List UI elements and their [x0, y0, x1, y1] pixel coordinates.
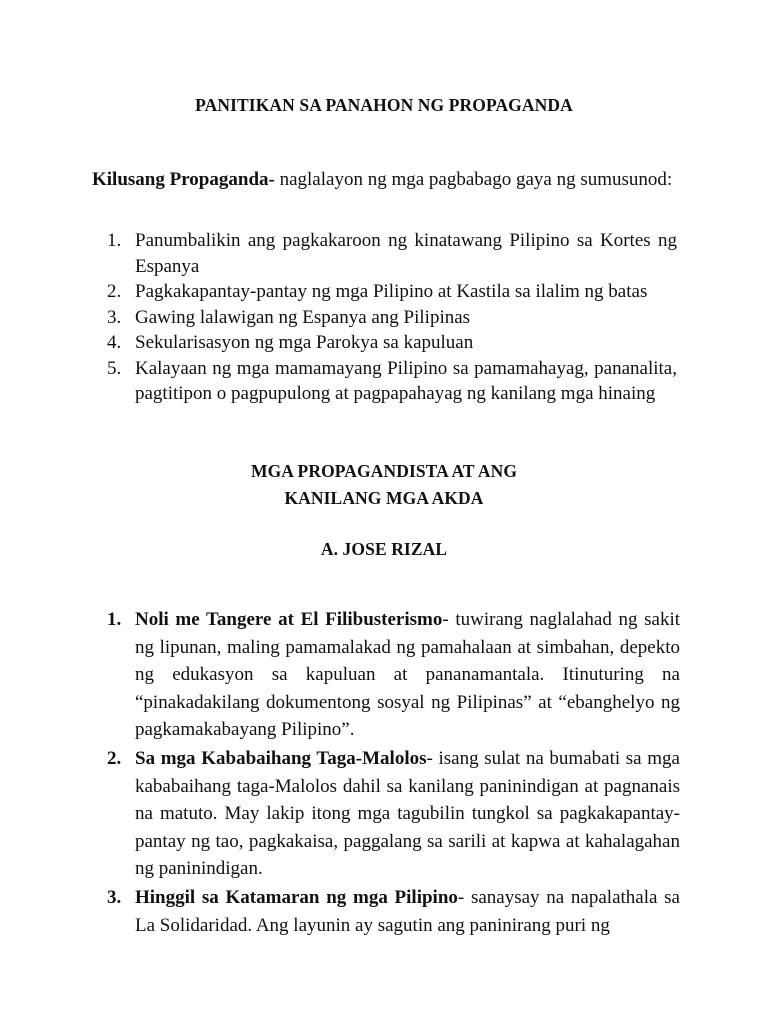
works-list	[92, 606, 680, 941]
work-number: 2.	[107, 748, 122, 769]
document-title: PANITIKAN SA PANAHON NG PROPAGANDA	[195, 95, 573, 115]
work-number: 1.	[107, 609, 122, 630]
goal-text: Gawing lalawigan ng Espanya ang Pilipinas	[135, 306, 471, 328]
goal-number: 3.	[107, 306, 122, 328]
work-item	[92, 606, 680, 744]
work-name: Sa mga Kababaihang Taga-Malolos	[135, 748, 427, 769]
work-description: - isang sulat na bumabati sa mga kababaihang taga-Malolos dahil sa kanilang paninindigan at pagnanais na matuto. May lakip itong mga tagubilin tungkol sa pagkakapantay-pantay ng tao, pagkakaisa, paggalang sa sarili at kapwa at kahalagahan ng paninindigan.	[135, 748, 680, 879]
work-item	[92, 745, 680, 883]
goal-text: Panumbalikin ang pagkakaroon ng kinatawang Pilipino sa Kortes ng Espanya	[135, 230, 677, 277]
goal-number: 1.	[107, 230, 122, 251]
goal-number: 2.	[107, 281, 122, 302]
work-number: 3.	[107, 887, 122, 908]
section-title-text: MGA PROPAGANDISTA AT ANG KANILANG MGA AKDA	[250, 461, 518, 508]
work-description: - sanaysay na napalathala sa La Solidaridad. Ang layunin ay sagutin ang paninirang puri ng	[135, 887, 680, 936]
intro-term: Kilusang Propaganda-	[92, 169, 275, 190]
work-name: Hinggil sa Katamaran ng mga Pilipino	[135, 887, 458, 908]
goal-text: Kalayaan ng mga mamamayang Pilipino sa pamamahayag, pananalita, pagtitipon o pagpupulong at pagpapahayag ng kanilang mga hinaing	[135, 357, 677, 404]
goal-item	[92, 305, 677, 331]
goals-list	[92, 228, 677, 407]
goal-item	[92, 356, 677, 407]
goal-text: Pagkakapantay-pantay ng mga Pilipino at Kastila sa ilalim ng batas	[135, 281, 648, 302]
subsection-title: A. JOSE RIZAL	[320, 539, 448, 559]
intro-text: naglalayon ng mga pagbabago gaya ng sumusunod:	[274, 169, 673, 190]
goal-item	[92, 279, 677, 305]
goal-number: 4.	[107, 332, 122, 353]
work-item	[92, 884, 680, 939]
goal-text: Sekularisasyon ng mga Parokya sa kapuluan	[135, 332, 474, 353]
goal-number: 5.	[107, 357, 122, 379]
work-name: Noli me Tangere at El Filibusterismo	[135, 609, 443, 630]
work-description: - tuwirang naglalahad ng sakit ng lipunan, maling pamamalakad ng pamahalaan at simbahan, depekto ng edukasyon sa kapuluan at pananamantala. Itinuturing na “pinakadakilang dokumentong sosyal ng Pilipinas” at “ebanghelyo ng pagkamakabayang Pilipino”.	[135, 609, 681, 740]
section-title	[0, 458, 768, 512]
goal-item	[92, 330, 677, 356]
intro-paragraph	[92, 167, 677, 193]
goal-item	[92, 228, 677, 279]
